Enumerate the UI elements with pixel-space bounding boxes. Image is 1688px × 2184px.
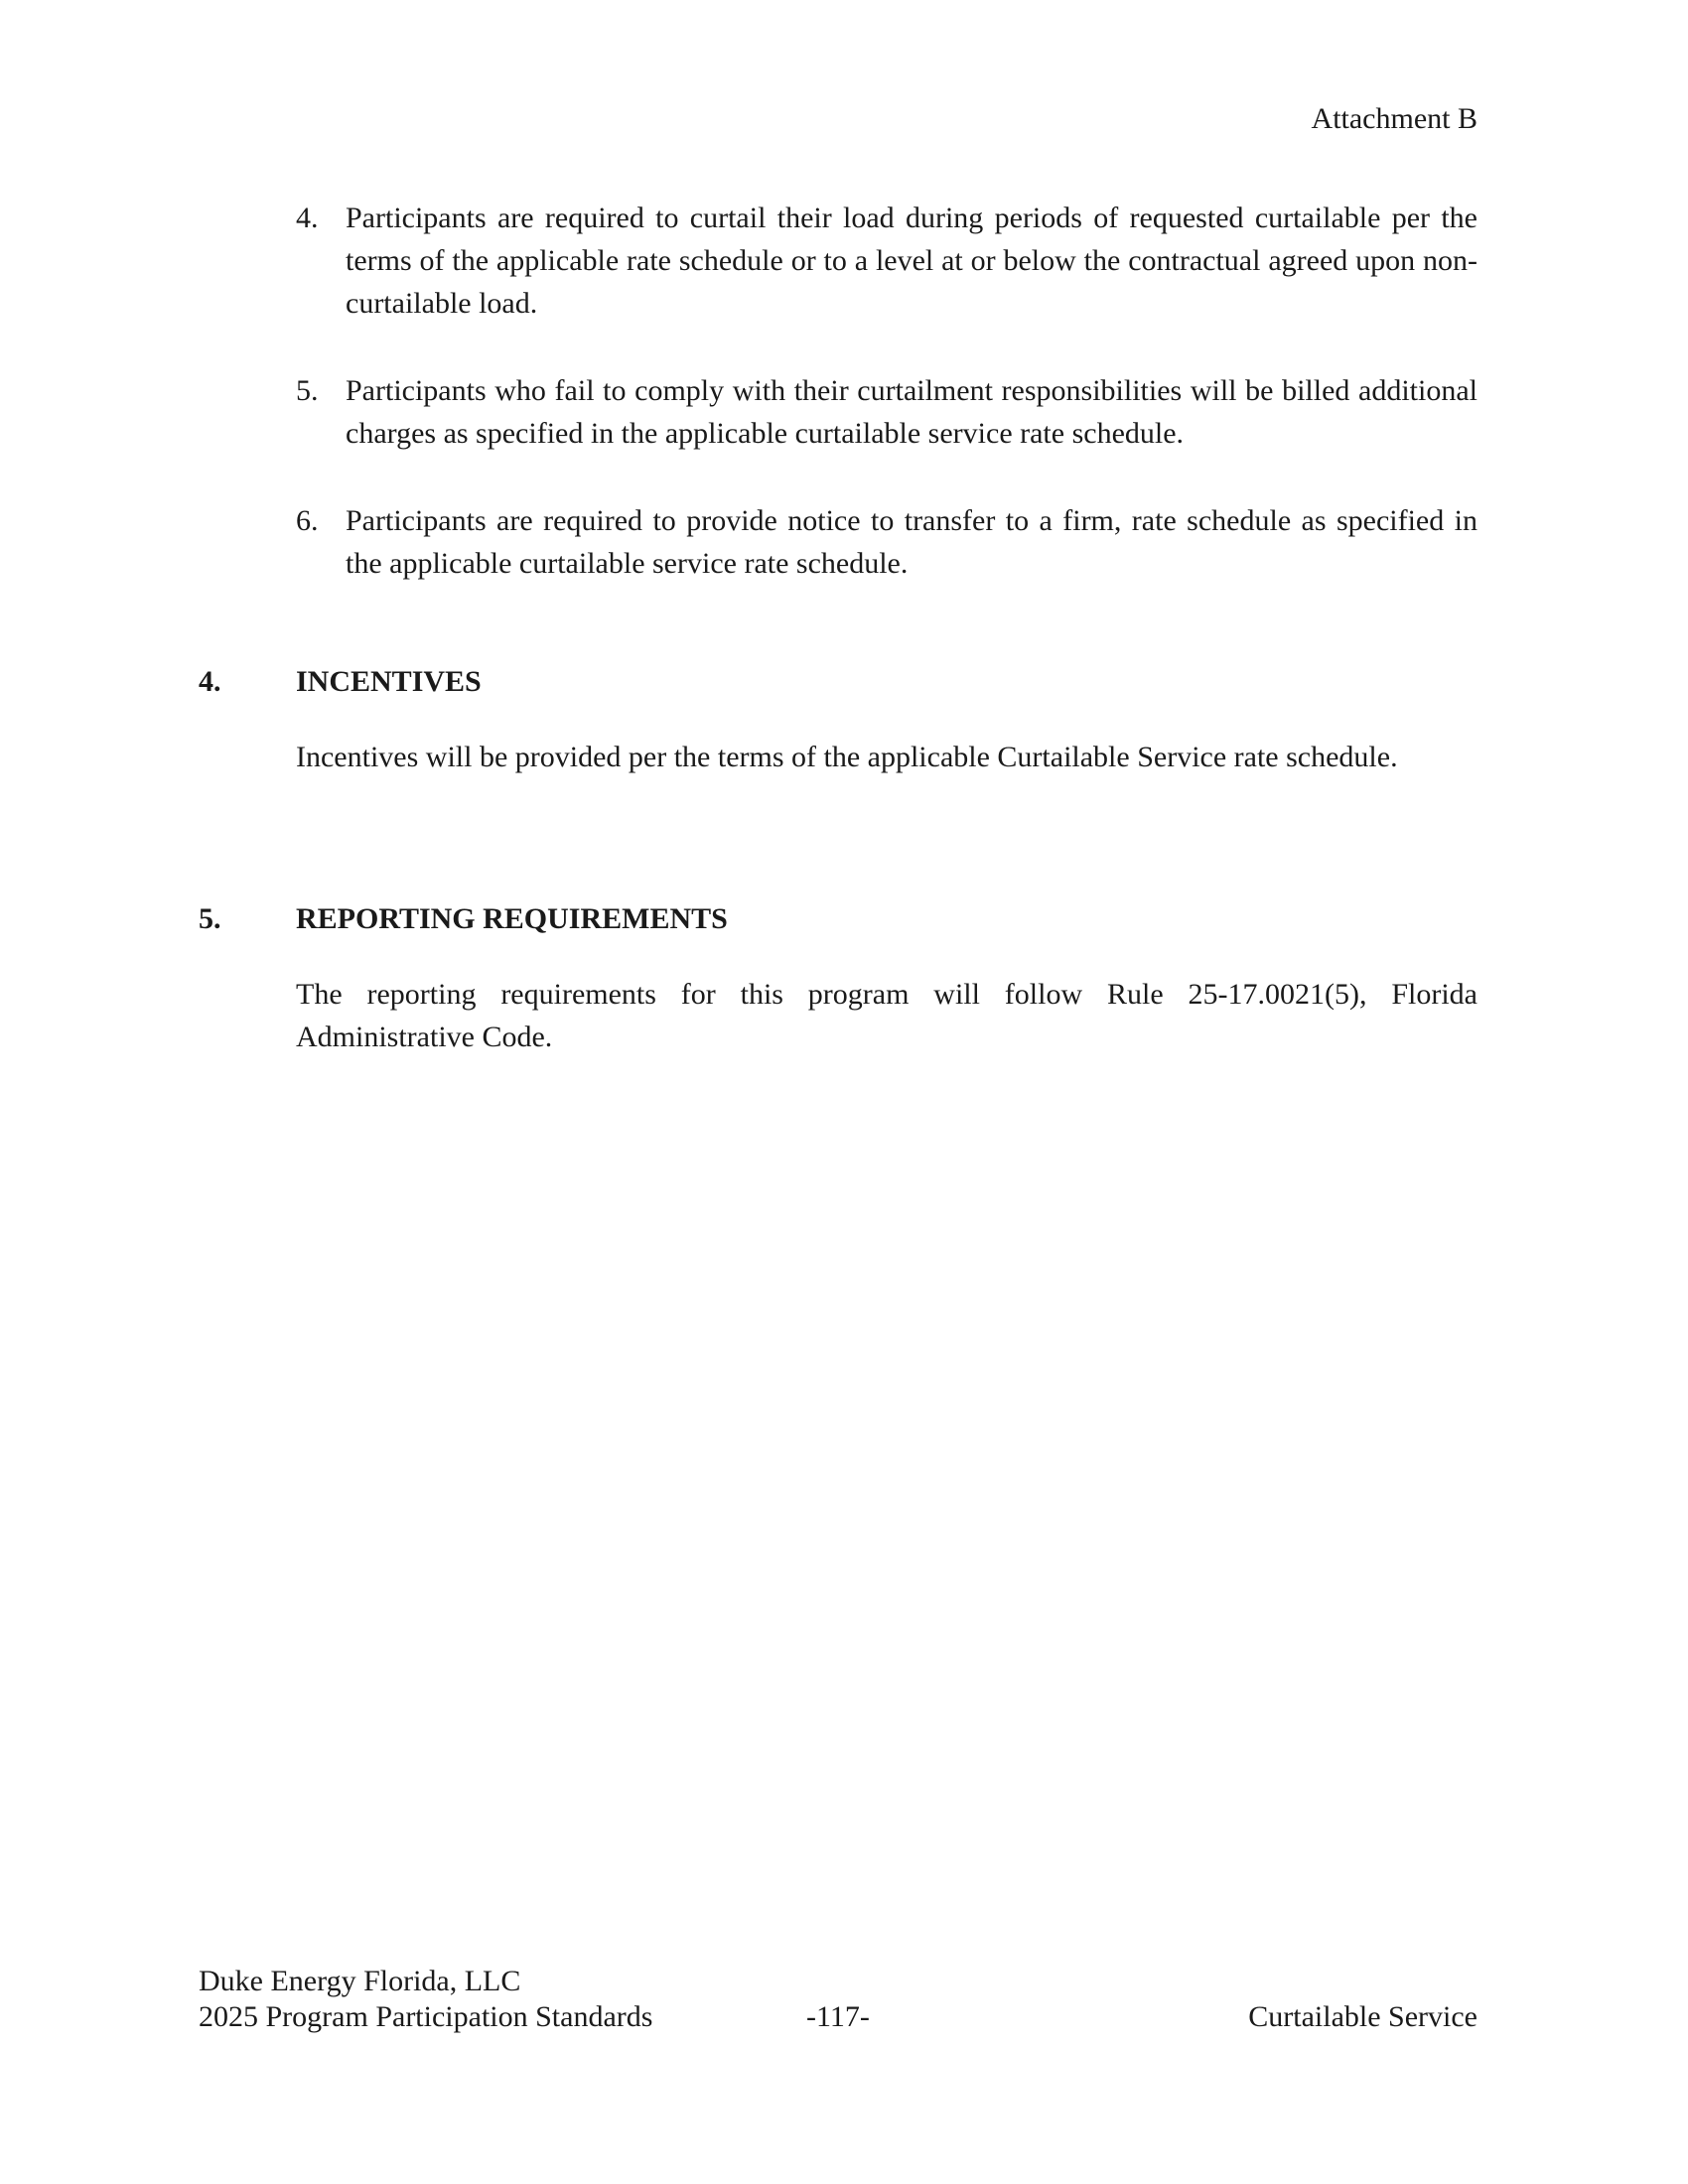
attachment-label: Attachment B (1311, 102, 1477, 135)
list-item-number: 5. (296, 374, 319, 407)
section-reporting-requirements (199, 897, 1477, 1058)
section-heading (199, 897, 1477, 941)
footer-document: 2025 Program Participation Standards (199, 2000, 653, 2033)
requirements-list (296, 197, 1477, 629)
section-number: 4. (199, 665, 221, 698)
page-number: -117- (806, 2000, 870, 2033)
footer-company: Duke Energy Florida, LLC (199, 1965, 521, 1997)
section-title: REPORTING REQUIREMENTS (296, 902, 728, 935)
list-item (296, 369, 1477, 455)
footer-program: Curtailable Service (1248, 2000, 1477, 2033)
section-title: INCENTIVES (296, 665, 482, 698)
list-item-text: Participants who fail to comply with their curtailment responsibilities will be billed additional charges as specified in the applicable curtailable service rate schedule. (346, 374, 1477, 450)
list-item-text: Participants are required to provide notice to transfer to a firm, rate schedule as specified in the applicable curtailable service rate schedule. (346, 504, 1477, 580)
section-body: Incentives will be provided per the terms of the applicable Curtailable Service rate schedule. (296, 741, 1398, 773)
section-body: The reporting requirements for this program will follow Rule 25-17.0021(5), Florida Administrative Code. (296, 978, 1477, 1053)
list-item-text: Participants are required to curtail their load during periods of requested curtailable per the terms of the applicable rate schedule or to a level at or below the contractual agreed upon non-curtailable load. (346, 202, 1477, 320)
section-heading (199, 660, 1477, 704)
list-item-number: 4. (296, 202, 319, 234)
section-incentives (199, 660, 1477, 778)
footer-left (199, 1964, 652, 2035)
list-item (296, 499, 1477, 585)
section-number: 5. (199, 902, 221, 935)
list-item (296, 197, 1477, 325)
list-item-number: 6. (296, 504, 319, 537)
